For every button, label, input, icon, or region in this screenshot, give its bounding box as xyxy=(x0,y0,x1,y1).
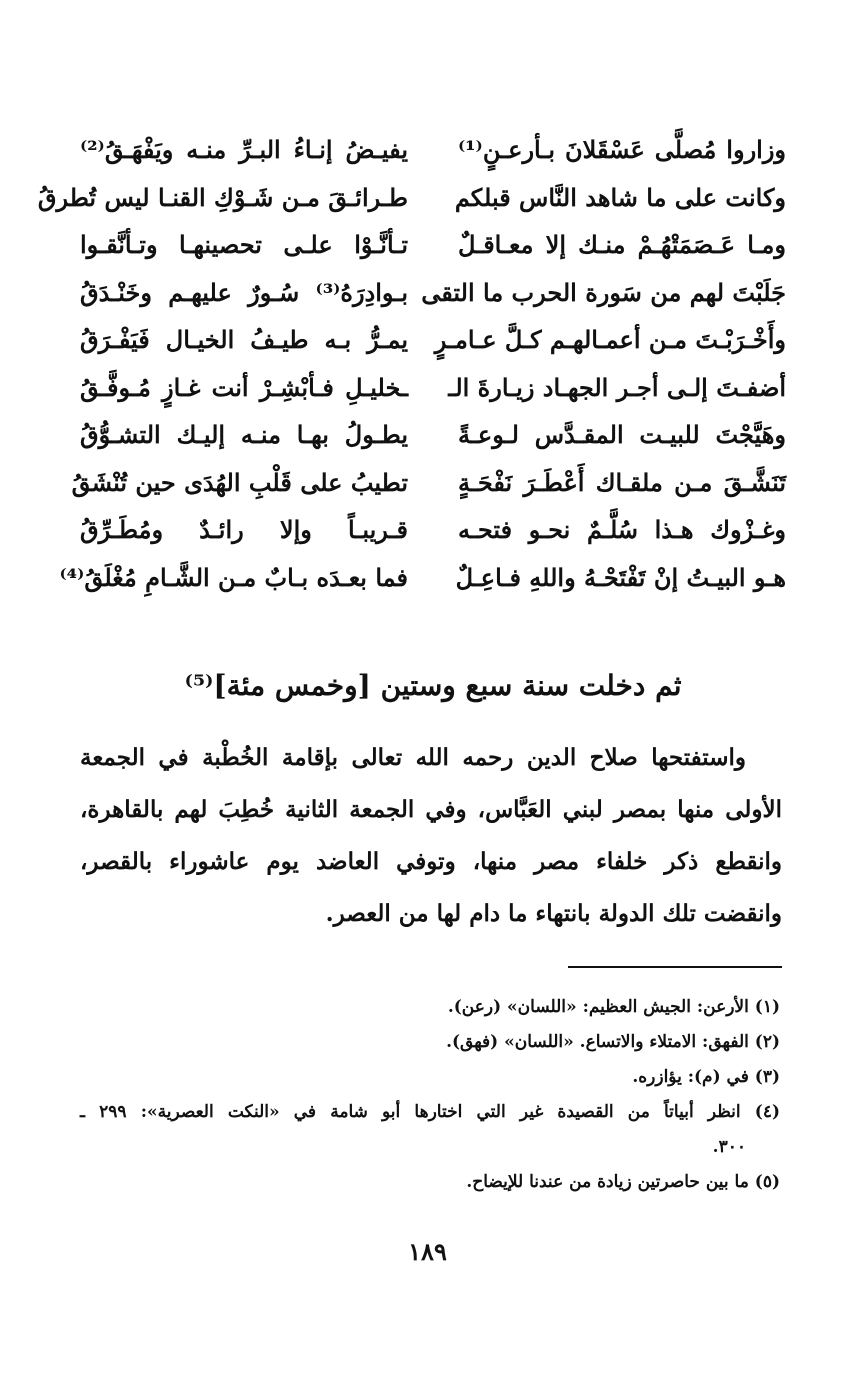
poem-verse xyxy=(80,506,786,554)
footnote: (٤) انظر أبياتاً من القصيدة غير التي اختارها أبو شامة في «النكت العصرية»: ٢٩٩ ـ xyxy=(80,1102,781,1122)
footnote: (١) الأرعن: الجيش العظيم: «اللسان» (رعن). xyxy=(447,997,780,1017)
footnote: (٣) في (م): يؤازره. xyxy=(632,1067,780,1087)
verse-second-hemistich: تطيبُ على قَلْبِ الهُدَى حين تُنْشَقُ xyxy=(71,467,408,497)
verse-second-hemistich: تـأنَّـوْا علـى تحصينهـا وتـأنَّقـوا xyxy=(80,230,408,259)
prose-paragraph xyxy=(80,732,782,940)
verse-first-hemistich: وهَيَّجْتَ للبيـت المقـدَّس لـوعـةً xyxy=(458,420,786,449)
prose-line: وانقطع ذكر خلفاء مصر منها، وتوفي العاضد يوم عاشوراء بالقصر، xyxy=(80,848,782,875)
footnote: (٢) الفهق: الامتلاء والاتساع. «اللسان» (فهق). xyxy=(446,1032,780,1052)
poem-verse xyxy=(80,411,786,459)
verse-first-hemistich: وأَخْـرَبْـتَ مـن أعمـالهـم كـلَّ عـامـرٍ xyxy=(434,325,786,354)
verse-first-hemistich: وكانت على ما شاهد النَّاس قبلكم xyxy=(454,182,786,212)
verse-first-hemistich: جَلَبْتَ لهم من سَورة الحرب ما التقى xyxy=(421,277,786,307)
verse-first-hemistich: ومـا عَـصَمَتْهُـمْ منـك إلا معـاقـلٌ xyxy=(458,230,786,259)
verse-second-hemistich: يفيـضُ إنـاءُ البـرِّ منـه ويَفْهَـقُ⁽²⁾ xyxy=(80,135,408,164)
prose-line: الأولى منها بمصر لبني العَبَّاس، وفي الجمعة الثانية خُطِبَ لهم بالقاهرة، xyxy=(80,796,782,823)
poem-verse xyxy=(71,459,786,507)
verse-first-hemistich: تَنَشَّـقَ مـن ملقـاك أَعْطَـرَ نَفْحَـةٍ xyxy=(458,467,786,497)
footnote: (٥) ما بين حاصرتين زيادة من عندنا للإيضاح. xyxy=(466,1172,780,1192)
poem-verse xyxy=(80,316,786,364)
poem-verse xyxy=(80,269,786,317)
verse-second-hemistich: قـريبـاً وإلا رائـدٌ ومُطَـرِّقُ xyxy=(80,515,408,544)
poem-verse xyxy=(80,364,786,412)
verse-second-hemistich: فما بعـدَه بـابٌ مـن الشَّـامِ مُغْلَقُ⁽⁴⁾ xyxy=(59,562,408,592)
poem xyxy=(37,126,786,601)
verse-first-hemistich: وغـزْوك هـذا سُلَّـمٌ نحـو فتحـه xyxy=(458,515,786,544)
prose-line: واستفتحها صلاح الدين رحمه الله تعالى بإقامة الخُطْبة في الجمعة xyxy=(80,744,746,771)
verse-first-hemistich: أضفـتَ إلـى أجـر الجهـاد زيـارةَ الـ xyxy=(448,372,786,402)
footnote-separator xyxy=(568,966,782,968)
verse-second-hemistich: طـرائـقَ مـن شَـوْكِ القنـا ليس تُطرقُ xyxy=(37,182,408,212)
footnote-continuation: ٣٠٠. xyxy=(712,1137,746,1157)
section-heading: ثم دخلت سنة سبع وستين [وخمس مئة]⁽⁵⁾ xyxy=(184,669,682,702)
verse-first-hemistich: هـو البيـتُ إنْ تَفْتَحْـهُ واللهِ فـاعِـلٌ xyxy=(455,562,786,592)
prose-line: وانقضت تلك الدولة بانتهاء ما دام لها من العصر. xyxy=(325,900,782,927)
verse-second-hemistich: يمـرُّ بـه طيـفُ الخيـال فَيَفْـرَقُ xyxy=(80,325,408,354)
verse-first-hemistich: وزاروا مُصلَّى عَسْقَلانَ بـأرعـنٍ⁽¹⁾ xyxy=(458,135,786,164)
page-number: ١٨٩ xyxy=(408,1237,447,1266)
poem-verse xyxy=(37,174,786,222)
footnotes xyxy=(80,990,780,1200)
poem-verse xyxy=(59,554,786,602)
poem-verse xyxy=(80,221,786,269)
poem-verse xyxy=(80,126,786,174)
verse-second-hemistich: بـوادِرَهُ⁽³⁾ سُـورٌ عليهـم وخَنْـدَقُ xyxy=(80,277,408,307)
verse-second-hemistich: ـخليـلِ فـأبْشِـرْ أنت غـازٍ مُـوفَّـقُ xyxy=(80,372,408,402)
verse-second-hemistich: يطـولُ بهـا منـه إليـك التشـوُّقُ xyxy=(80,420,408,449)
